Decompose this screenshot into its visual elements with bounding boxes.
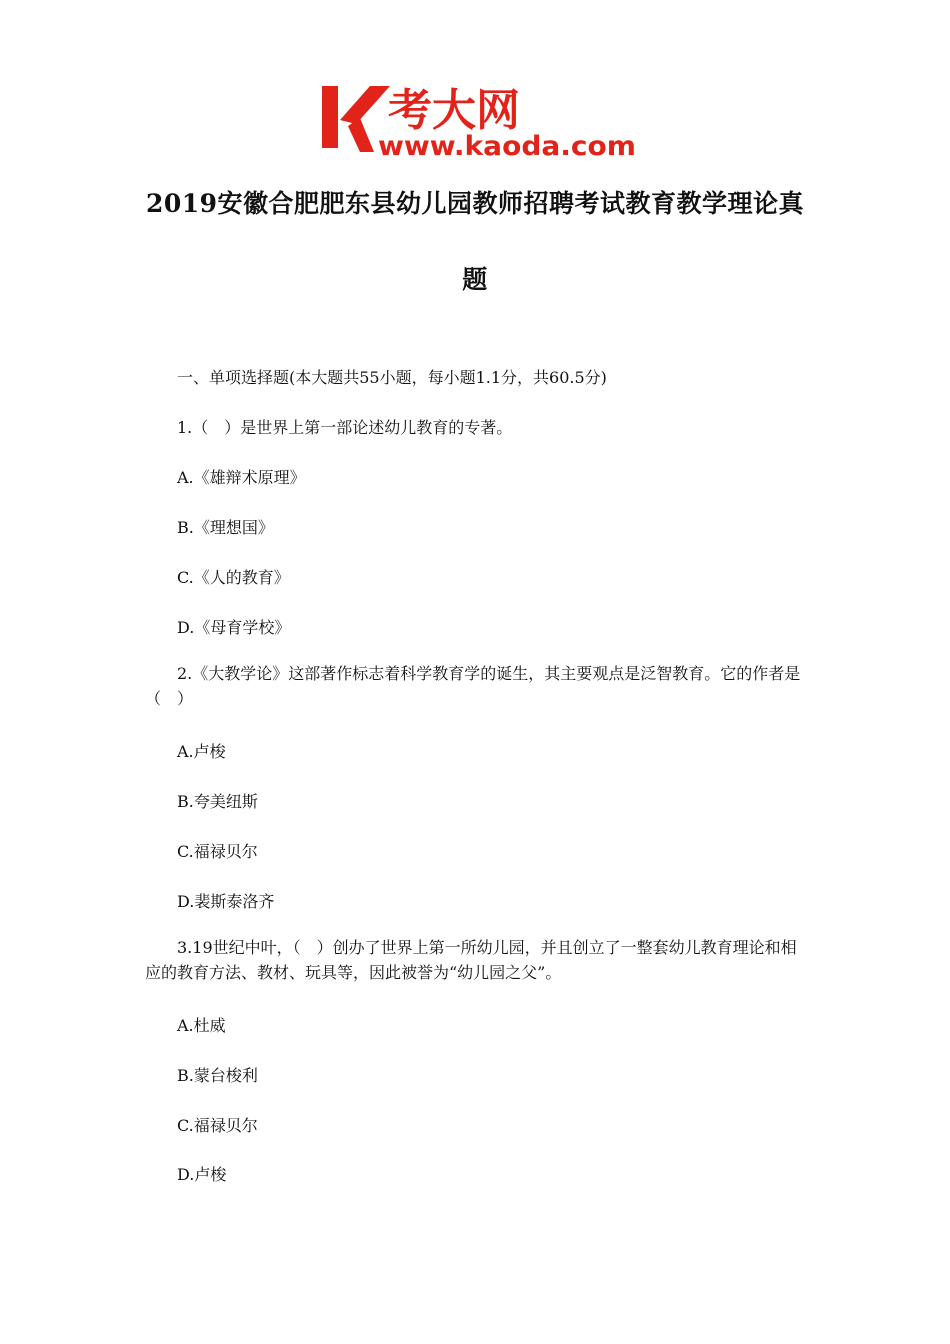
kaoda-logo: [318, 80, 638, 160]
question-2-option-a: A.卢梭: [177, 742, 226, 761]
question-1-stem: 1.（ ）是世界上第一部论述幼儿教育的专著。: [177, 418, 513, 437]
question-1-option-d: D.《母育学校》: [177, 618, 291, 637]
question-3-stem-line-1: 3.19世纪中叶，（ ）创办了世界上第一所幼儿园，并且创立了一整套幼儿教育理论和相: [177, 938, 797, 957]
question-3-option-d: D.卢梭: [177, 1165, 227, 1184]
question-2-option-c: C.福禄贝尔: [177, 842, 258, 861]
question-3-stem-line-2: 应的教育方法、教材、玩具等，因此被誉为“幼儿园之父”。: [145, 963, 562, 982]
question-2-stem: [145, 661, 810, 711]
question-1-option-b: B.《理想国》: [177, 518, 274, 537]
logo-url-text: www.kaoda.com: [378, 131, 636, 160]
document-title-line-2: 题: [462, 265, 488, 294]
question-1-option-c: C.《人的教育》: [177, 568, 290, 587]
question-3-stem: [145, 935, 810, 985]
question-2-stem-line-1: 2.《大教学论》这部著作标志着科学教育学的诞生，其主要观点是泛智教育。它的作者是: [177, 664, 801, 683]
logo-brand-text: 考大网: [388, 85, 520, 136]
section-header: 一、单项选择题(本大题共55小题，每小题1.1分，共60.5分): [177, 368, 607, 387]
question-2-option-b: B.夸美纽斯: [177, 792, 258, 811]
question-1-option-a: A.《雄辩术原理》: [177, 468, 306, 487]
question-2-option-d: D.裴斯泰洛齐: [177, 892, 275, 911]
document-title-line-1: 2019安徽合肥肥东县幼儿园教师招聘考试教育教学理论真: [145, 189, 805, 218]
question-2-stem-line-2: （ ）: [145, 689, 194, 708]
question-3-option-c: C.福禄贝尔: [177, 1116, 258, 1135]
question-3-option-b: B.蒙台梭利: [177, 1066, 258, 1085]
question-3-option-a: A.杜威: [177, 1016, 226, 1035]
